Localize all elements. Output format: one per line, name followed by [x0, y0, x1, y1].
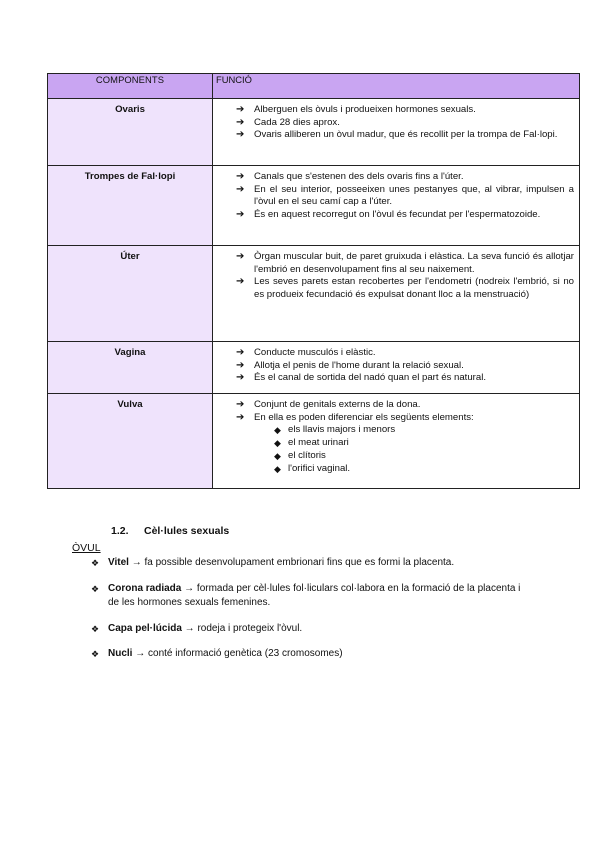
list-item — [236, 412, 574, 425]
list-item — [236, 171, 574, 184]
arrow-icon: ➔ — [236, 171, 245, 182]
right-arrow-icon: → — [181, 622, 198, 634]
table-row — [48, 394, 580, 489]
list-item-text: És el canal de sortida del nadó quan el part és natural. — [254, 372, 487, 384]
function-list — [236, 399, 574, 424]
sub-list — [236, 424, 574, 475]
right-arrow-icon: → — [132, 648, 149, 659]
list-item — [236, 104, 574, 117]
arrow-icon: ➔ — [236, 399, 245, 410]
arrow-icon: ➔ — [236, 104, 245, 115]
diamond-bullet-icon: ◆ — [274, 463, 281, 474]
list-item — [236, 360, 574, 373]
four-diamond-bullet-icon: ❖ — [91, 623, 100, 634]
header-components: COMPONENTS — [48, 74, 213, 99]
list-item-text: És en aquest recorregut on l'òvul és fecundat per l'espermatozoide. — [254, 209, 541, 221]
four-diamond-bullet-icon: ❖ — [91, 649, 100, 659]
list-item-text: Òrgan muscular buit, de paret gruixuda i elàstica. La seva funció és allotjar l'embrió en desenvolupament fins al seu naixement. — [254, 251, 574, 275]
arrow-icon: ➔ — [236, 129, 245, 141]
diamond-bullet-icon: ◆ — [274, 450, 281, 461]
list-item — [91, 582, 531, 611]
section-number: 1.2. — [111, 525, 129, 537]
definition: rodeja i protegeix l'òvul. — [197, 622, 303, 634]
sub-list-item — [274, 424, 574, 437]
function-list — [236, 104, 574, 142]
table-row — [48, 246, 580, 342]
term: Corona radiada — [108, 582, 182, 594]
diamond-bullet-icon: ◆ — [274, 438, 281, 449]
arrow-icon: ➔ — [236, 276, 245, 288]
four-diamond-bullet-icon: ❖ — [91, 583, 100, 594]
list-item-text: Canals que s'estenen des dels ovaris fins a l'úter. — [254, 171, 464, 182]
cell-parts-list — [91, 556, 531, 673]
list-item — [91, 556, 531, 571]
sub-list-item-text: el clítoris — [288, 449, 326, 461]
list-item — [236, 117, 574, 130]
list-item-text: Allotja el penis de l'home durant la relació sexual. — [254, 359, 464, 371]
arrow-icon: ➔ — [236, 359, 245, 371]
sub-list-item — [274, 450, 574, 463]
component-name: Vagina — [48, 342, 213, 394]
arrow-icon: ➔ — [236, 183, 245, 195]
list-item-text: Cada 28 dies aprox. — [254, 116, 340, 128]
diamond-bullet-icon: ◆ — [274, 425, 281, 436]
definition: fa possible desenvolupament embrionari fins que es formi la placenta. — [144, 557, 455, 568]
list-item — [236, 184, 574, 209]
table-row — [48, 342, 580, 394]
arrow-icon: ➔ — [236, 251, 245, 262]
component-name: Úter — [48, 246, 213, 342]
sub-list-item-text: el meat urinari — [288, 437, 349, 449]
list-item — [236, 251, 574, 276]
sub-list-item — [274, 463, 574, 476]
arrow-icon: ➔ — [236, 372, 245, 384]
list-item — [236, 209, 574, 222]
list-item-text: Ovaris alliberen un òvul madur, que és recollit per la trompa de Fal·lopi. — [254, 129, 558, 141]
components-table — [47, 73, 580, 489]
list-item — [91, 622, 531, 637]
component-function — [213, 246, 580, 342]
component-function — [213, 166, 580, 246]
section-title — [111, 525, 229, 537]
component-name: Vulva — [48, 394, 213, 489]
component-name: Trompes de Fal·lopi — [48, 166, 213, 246]
term: Nucli — [108, 648, 133, 659]
four-diamond-bullet-icon: ❖ — [91, 558, 100, 568]
component-name: Ovaris — [48, 99, 213, 166]
term: Capa pel·lúcida — [108, 622, 182, 634]
sub-list-item-text: els llavis majors i menors — [288, 424, 396, 436]
table-row — [48, 99, 580, 166]
function-list — [236, 251, 574, 302]
component-function — [213, 342, 580, 394]
list-item — [236, 129, 574, 142]
list-item — [236, 347, 574, 360]
arrow-icon: ➔ — [236, 209, 245, 221]
function-list — [236, 347, 574, 385]
section-title-text: Cèl·lules sexuals — [144, 525, 230, 537]
arrow-icon: ➔ — [236, 347, 245, 358]
header-funcio: FUNCIÓ — [213, 74, 580, 99]
definition: conté informació genètica (23 cromosomes) — [148, 648, 343, 659]
right-arrow-icon: → — [181, 582, 197, 594]
list-item-text: En ella es poden diferenciar els següents elements: — [254, 411, 474, 423]
table-header-row — [48, 74, 580, 99]
table-row — [48, 166, 580, 246]
ovul-subheading: ÒVUL — [72, 542, 101, 554]
arrow-icon: ➔ — [236, 411, 245, 423]
right-arrow-icon: → — [128, 557, 145, 568]
sub-list-item — [274, 437, 574, 450]
definition: formada per cèl·lules fol·liculars col·labora en la formació de la placenta i de les hormones sexuals femenines. — [108, 582, 521, 608]
list-item-text: En el seu interior, posseeixen unes pestanyes que, al vibrar, impulsen a l'òvul en el seu camí cap a l'úter. — [254, 183, 574, 208]
list-item — [236, 399, 574, 412]
arrow-icon: ➔ — [236, 116, 245, 128]
list-item — [236, 276, 574, 301]
list-item — [236, 372, 574, 385]
list-item-text: Conducte musculós i elàstic. — [254, 347, 376, 358]
function-list — [236, 171, 574, 222]
list-item-text: Les seves parets estan recobertes per l'endometri (nodreix l'embrió, si no es produeix fecundació és expulsat donant lloc a la menstruació) — [254, 276, 574, 301]
sub-list-item-text: l'orifici vaginal. — [288, 462, 351, 474]
component-function — [213, 394, 580, 489]
list-item-text: Conjunt de genitals externs de la dona. — [254, 399, 421, 410]
list-item-text: Alberguen els òvuls i produeixen hormones sexuals. — [254, 104, 476, 115]
component-function — [213, 99, 580, 166]
term: Vitel — [108, 557, 129, 568]
list-item — [91, 647, 531, 662]
